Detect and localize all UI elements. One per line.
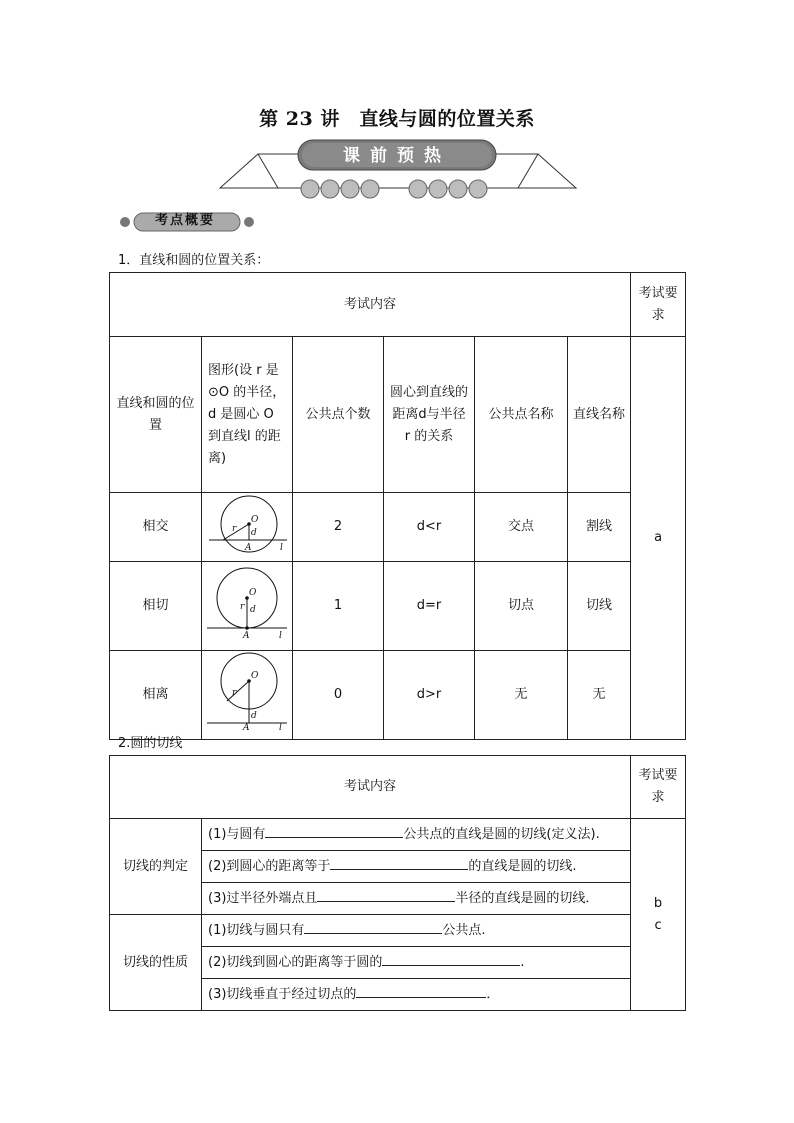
figure-separate	[202, 651, 293, 740]
relation-table	[109, 272, 686, 740]
svg-text:O: O	[249, 588, 257, 598]
item-property-3: (3)切线垂直于经过切点的 ．	[202, 979, 631, 1011]
requirement-bc: b c	[631, 819, 686, 1011]
col-point-name: 公共点名称	[475, 337, 568, 493]
row-line-name: 无	[568, 651, 631, 740]
row-position: 相离	[110, 651, 202, 740]
row-position: 相交	[110, 493, 202, 562]
svg-text:A: A	[243, 723, 250, 731]
col-figure: 图形(设 r 是⊙O 的半径，d 是圆心 O 到直线l 的距离)	[202, 337, 293, 493]
requirement-a: a	[631, 337, 686, 740]
item-property-2: (2)切线到圆心的距离等于圆的 .	[202, 947, 631, 979]
row-relation: d<r	[384, 493, 475, 562]
item-judge-3: (3)过半径外端点且 半径的直线是圆的切线．	[202, 883, 631, 915]
svg-text:l: l	[279, 723, 282, 731]
item-property-1: (1)切线与圆只有 公共点.	[202, 915, 631, 947]
row-count: 1	[293, 562, 384, 651]
row-relation: d=r	[384, 562, 475, 651]
heading-position-relation: 1．直线和圆的位置关系：	[118, 253, 270, 268]
heading-tangent: 2.圆的切线	[118, 736, 183, 751]
svg-text:r: r	[240, 602, 245, 612]
col-line-name: 直线名称	[568, 337, 631, 493]
svg-text:l: l	[280, 543, 283, 553]
header-requirement: 考试要求	[631, 756, 686, 819]
svg-text:d: d	[251, 711, 257, 721]
col-relation: 圆心到直线的距离d与半径 r 的关系	[384, 337, 475, 493]
header-content: 考试内容	[110, 273, 631, 337]
row-count: 0	[293, 651, 384, 740]
row-point-name: 交点	[475, 493, 568, 562]
group-property: 切线的性质	[110, 915, 202, 1011]
svg-text:l: l	[279, 631, 282, 641]
svg-text:r: r	[232, 688, 237, 698]
svg-text:d: d	[251, 528, 257, 538]
row-line-name: 切线	[568, 562, 631, 651]
item-judge-1: (1)与圆有 公共点的直线是圆的切线(定义法).	[202, 819, 631, 851]
col-position: 直线和圆的位置	[110, 337, 202, 493]
row-line-name: 割线	[568, 493, 631, 562]
svg-text:A: A	[243, 631, 250, 641]
section-label: 考点概要	[154, 213, 215, 228]
row-count: 2	[293, 493, 384, 562]
group-judgement: 切线的判定	[110, 819, 202, 915]
tangent-table	[109, 755, 686, 1011]
item-judge-2: (2)到圆心的距离等于 的直线是圆的切线.	[202, 851, 631, 883]
svg-text:r: r	[232, 524, 237, 534]
header-requirement: 考试要求	[631, 273, 686, 337]
svg-text:O: O	[251, 515, 259, 525]
figure-intersect	[202, 493, 293, 562]
figure-tangent	[202, 562, 293, 651]
svg-text:O: O	[251, 671, 259, 681]
row-position: 相切	[110, 562, 202, 651]
col-count: 公共点个数	[293, 337, 384, 493]
header-content: 考试内容	[110, 756, 631, 819]
banner-title: 课前预热	[343, 146, 451, 166]
svg-text:d: d	[250, 605, 256, 615]
row-relation: d>r	[384, 651, 475, 740]
row-point-name: 切点	[475, 562, 568, 651]
row-point-name: 无	[475, 651, 568, 740]
svg-text:A: A	[245, 543, 252, 553]
page-title: 第 23 讲 直线与圆的位置关系	[259, 108, 535, 130]
